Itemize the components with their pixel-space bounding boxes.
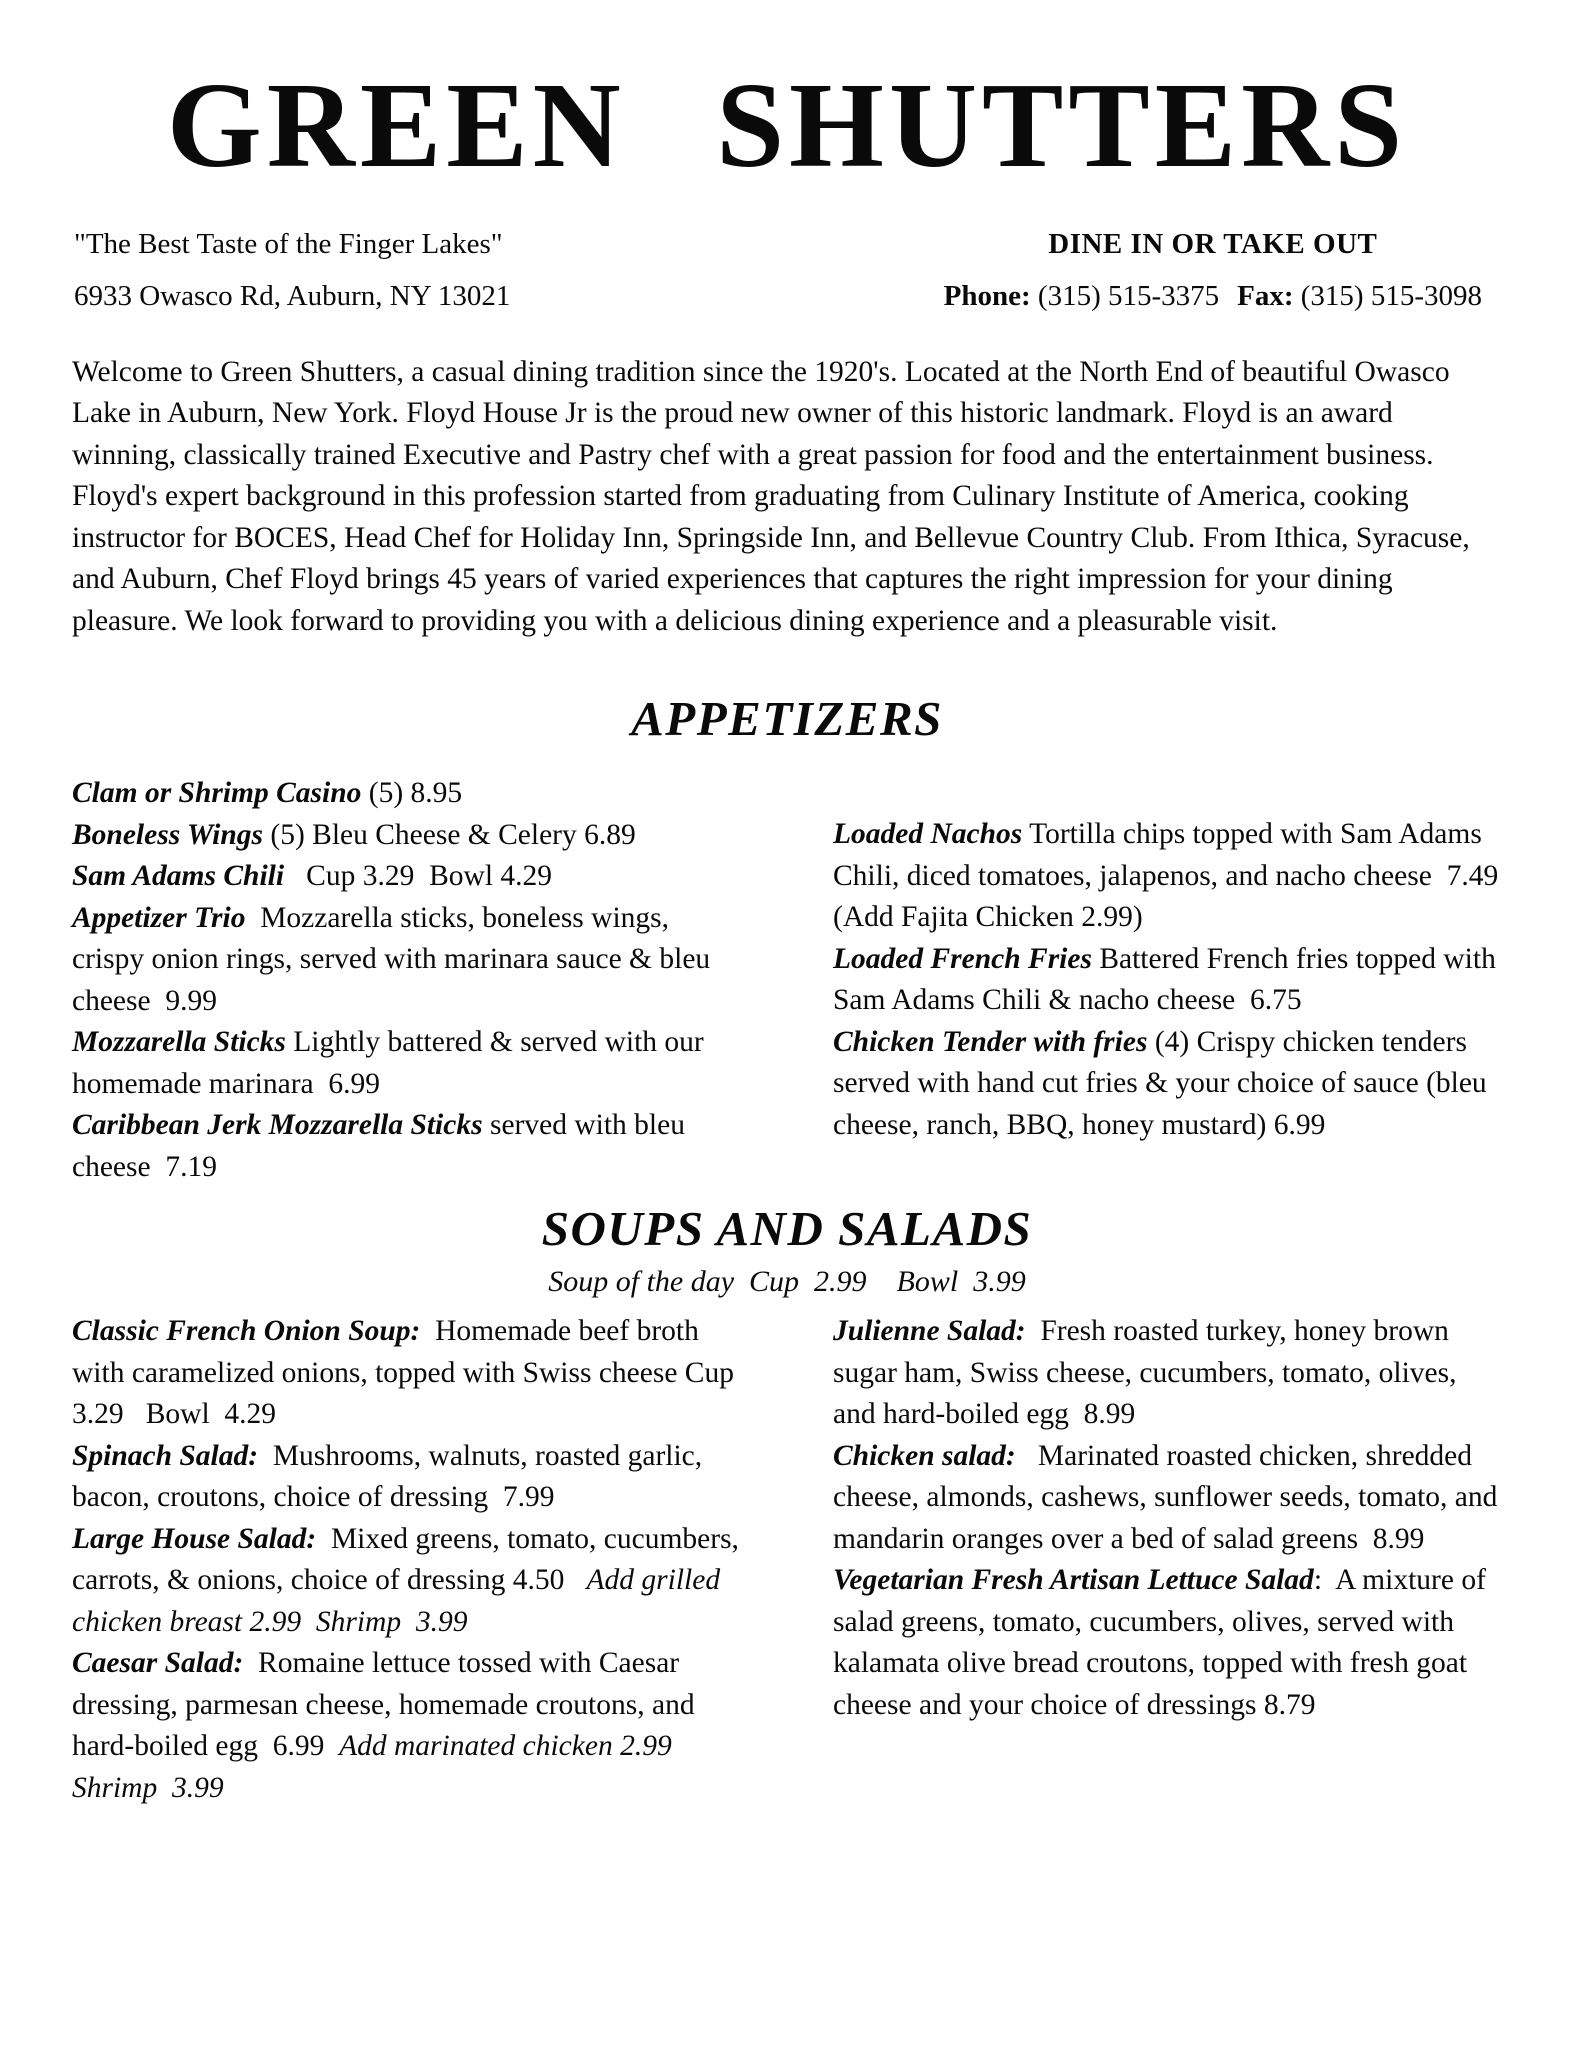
item-desc: Lightly battered & served with our homemade marinara 6.99 bbox=[72, 1026, 712, 1100]
intro-paragraph: Welcome to Green Shutters, a casual dining tradition since the 1920's. Located at the North End of beautiful Owasco Lake in Auburn, New York. Floyd House Jr is the proud new owner of this historic landmark. Floyd is an award winning, classically trained Executive and Pastry chef with a great passion for food and the entertainment business. Floyd's expert background in this profession started from graduating from Culinary Institute of America, cooking instructor for BOCES, Head Chef for Holiday Inn, Springside Inn, and Bellevue Country Club. From Ithica, Syracuse, and Auburn, Chef Floyd brings 45 years of varied experiences that captures the right impression for your dining pleasure. We look forward to providing you with a delicious dining experience and a pleasurable visit. bbox=[72, 355, 1470, 637]
header-left-block bbox=[74, 218, 510, 322]
menu-item bbox=[72, 1311, 749, 1436]
item-name: Clam or Shrimp Casino bbox=[72, 777, 362, 810]
item-name: Julienne Salad: bbox=[833, 1315, 1026, 1348]
item-desc: Fresh roasted turkey, honey brown sugar ham, Swiss cheese, cucumbers, tomato, olives, and hard-boiled egg 8.99 bbox=[833, 1315, 1464, 1431]
item-name: Loaded French Fries bbox=[833, 942, 1092, 975]
item-name: Mozzarella Sticks bbox=[72, 1026, 286, 1059]
menu-item bbox=[72, 1022, 741, 1105]
item-desc: Marinated roasted chicken, shredded cheese, almonds, cashews, sunflower seeds, tomato, and mandarin oranges over a bed of salad greens 8.99 bbox=[833, 1439, 1505, 1555]
soups-salads-grid bbox=[72, 1311, 1505, 1809]
phone-fax-line bbox=[944, 270, 1482, 322]
menu-item bbox=[72, 773, 741, 815]
item-desc: Cup 3.29 Bowl 4.29 bbox=[284, 860, 553, 893]
item-desc: Romaine lettuce tossed with Caesar dressing, parmesan cheese, homemade croutons, and hard-boiled egg 6.99 bbox=[72, 1647, 702, 1763]
menu-item bbox=[833, 1560, 1502, 1726]
menu-item bbox=[72, 898, 741, 1023]
item-desc: : A mixture of salad greens, tomato, cucumbers, olives, served with kalamata olive bread croutons, topped with fresh goat cheese and your choice of dressings 8.79 bbox=[833, 1564, 1494, 1721]
phone-label: Phone: bbox=[943, 279, 1031, 312]
item-name: Vegetarian Fresh Artisan Lettuce Salad bbox=[833, 1564, 1314, 1597]
soup-of-day-line: Soup of the day Cup 2.99 Bowl 3.99 bbox=[548, 1265, 1026, 1299]
appetizers-grid bbox=[72, 773, 1513, 1188]
menu-item bbox=[72, 856, 741, 898]
item-name: Caesar Salad: bbox=[72, 1647, 244, 1680]
fax-number: (315) 515-3098 bbox=[1293, 279, 1482, 312]
item-name: Spinach Salad: bbox=[72, 1439, 259, 1472]
item-name: Large House Salad: bbox=[72, 1522, 317, 1555]
item-name: Caribbean Jerk Mozzarella Sticks bbox=[72, 1109, 483, 1142]
menu-item bbox=[833, 1436, 1505, 1561]
dine-in-note: DINE IN OR TAKE OUT bbox=[1048, 227, 1378, 260]
menu-item bbox=[833, 939, 1502, 1022]
menu-item bbox=[72, 1643, 741, 1809]
item-desc: Tortilla chips topped with Sam Adams Chili, diced tomatoes, jalapenos, and nacho cheese 7.49 (Add Fajita Chicken 2.99) bbox=[833, 818, 1513, 934]
item-desc: Mushrooms, walnuts, roasted garlic, bacon, croutons, choice of dressing 7.99 bbox=[72, 1439, 710, 1514]
appetizers-left-column bbox=[72, 773, 741, 1188]
menu-item bbox=[72, 1436, 741, 1519]
menu-item bbox=[72, 815, 741, 857]
page-title: GREEN SHUTTERS bbox=[166, 58, 1408, 193]
menu-item bbox=[833, 814, 1513, 939]
menu-item bbox=[833, 1311, 1502, 1436]
item-name: Appetizer Trio bbox=[72, 901, 246, 934]
item-name: Sam Adams Chili bbox=[72, 860, 285, 893]
item-name: Chicken salad: bbox=[833, 1439, 1016, 1472]
restaurant-tagline: "The Best Taste of the Finger Lakes" bbox=[74, 227, 503, 260]
item-desc: Mozzarella sticks, boneless wings, crispy onion rings, served with marinara sauce & bleu cheese 9.99 bbox=[72, 901, 718, 1017]
header-info-row bbox=[72, 218, 1502, 322]
item-desc: (5) 8.95 bbox=[361, 777, 463, 810]
item-name: Loaded Nachos bbox=[833, 818, 1023, 851]
soups-right-column bbox=[833, 1311, 1505, 1809]
menu-item bbox=[833, 1022, 1502, 1147]
fax-label: Fax: bbox=[1237, 279, 1294, 312]
menu-item bbox=[72, 1519, 747, 1644]
item-name: Boneless Wings bbox=[72, 818, 263, 851]
item-desc: Mixed greens, tomato, cucumbers, carrots, & onions, choice of dressing 4.50 bbox=[72, 1522, 747, 1597]
soups-left-column bbox=[72, 1311, 749, 1809]
item-desc: (5) Bleu Cheese & Celery 6.89 bbox=[263, 818, 636, 851]
header-right-block bbox=[944, 218, 1500, 322]
item-desc: (4) Crispy chicken tenders served with hand cut fries & your choice of sauce (bleu cheese, ranch, BBQ, honey mustard) 6.99 bbox=[833, 1025, 1495, 1141]
section-heading-appetizers: APPETIZERS bbox=[631, 691, 943, 747]
item-name: Chicken Tender with fries bbox=[833, 1025, 1148, 1058]
section-heading-soups-salads: SOUPS AND SALADS bbox=[541, 1201, 1033, 1257]
item-desc: served with bleu cheese 7.19 bbox=[72, 1109, 693, 1183]
item-desc: Battered French fries topped with Sam Adams Chili & nacho cheese 6.75 bbox=[833, 942, 1504, 1017]
item-name: Classic French Onion Soup: bbox=[72, 1315, 421, 1348]
restaurant-address: 6933 Owasco Rd, Auburn, NY 13021 bbox=[74, 279, 511, 312]
item-desc: Homemade beef broth with caramelized onions, topped with Swiss cheese Cup 3.29 Bowl 4.29 bbox=[72, 1315, 749, 1431]
menu-item bbox=[72, 1105, 741, 1188]
phone-number: (315) 515-3375 bbox=[1030, 279, 1220, 312]
item-note: Add grilled chicken breast 2.99 Shrimp 3.99 bbox=[72, 1564, 728, 1638]
item-note: Add marinated chicken 2.99 Shrimp 3.99 bbox=[72, 1730, 694, 1804]
appetizers-right-column bbox=[833, 773, 1513, 1188]
